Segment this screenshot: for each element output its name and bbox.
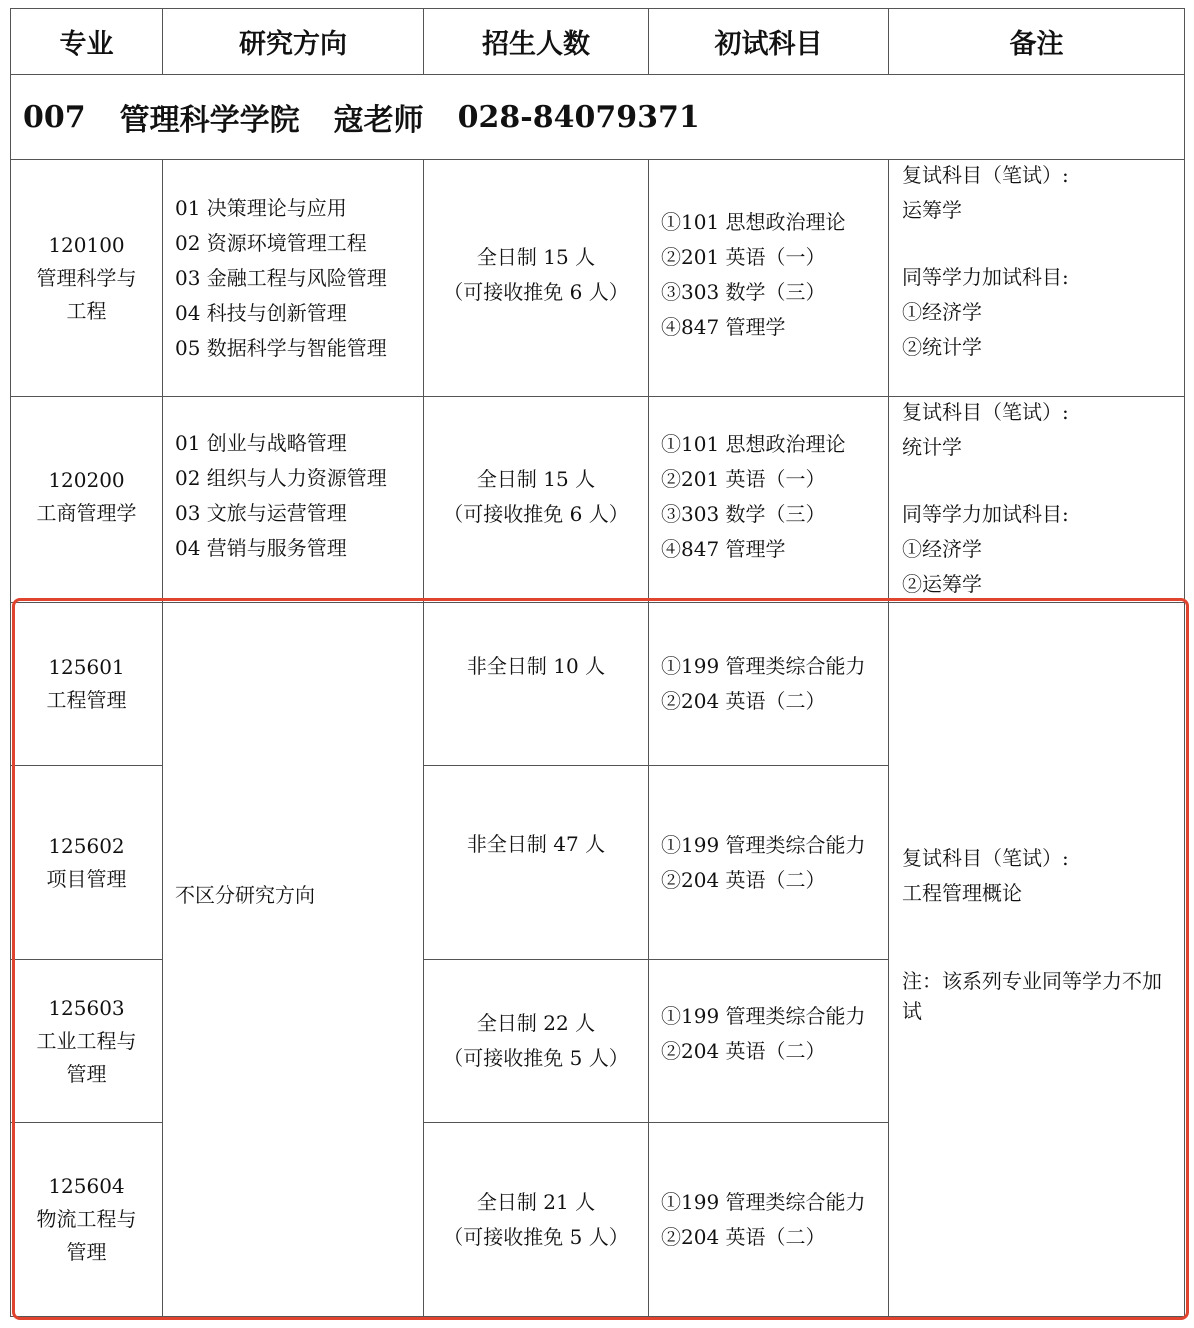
department-phone: 028-84079371 bbox=[457, 99, 700, 135]
department-name: 管理科学学院 bbox=[119, 103, 300, 138]
group-notes: 复试科目（笔试）: 工程管理概论 注：该系列专业同等学力不加 试 bbox=[902, 846, 1162, 1023]
subjects-120200: ①101 思想政治理论 ②201 英语（一） ③303 数学（三） ④847 管理学 bbox=[661, 432, 846, 561]
header-enrollment: 招生人数 bbox=[482, 29, 590, 60]
header-subjects: 初试科目 bbox=[714, 29, 823, 60]
subjects-125601: ①199 管理类综合能力 ②204 英语（二） bbox=[661, 654, 866, 713]
subjects-125603: ①199 管理类综合能力 ②204 英语（二） bbox=[661, 1004, 866, 1063]
major-125602: 125602 项目管理 bbox=[46, 833, 127, 891]
enrollment-120200: 全日制 15 人 （可接收推免 6 人） bbox=[443, 467, 629, 526]
directions-120100: 01 决策理论与应用 02 资源环境管理工程 03 金融工程与风险管理 04 科技与创新管理 05 数据科学与智能管理 bbox=[175, 195, 387, 360]
department-contact: 寇老师 bbox=[333, 103, 424, 138]
major-125603: 125603 工业工程与 管理 bbox=[36, 995, 137, 1086]
notes-120200: 复试科目（笔试）: 统计学 同等学力加试科目: ①经济学 ②运筹学 bbox=[902, 400, 1069, 596]
enrollment-125601: 非全日制 10 人 bbox=[466, 654, 606, 678]
header-notes: 备注 bbox=[1009, 29, 1064, 60]
enrollment-125603: 全日制 22 人 （可接收推免 5 人） bbox=[443, 1011, 629, 1070]
directions-120200: 01 创业与战略管理 02 组织与人力资源管理 03 文旅与运营管理 04 营销与服务管理 bbox=[175, 431, 387, 560]
major-125601: 125601 工程管理 bbox=[46, 655, 127, 712]
enrollment-125604: 全日制 21 人 （可接收推免 5 人） bbox=[443, 1189, 629, 1249]
subjects-125602: ①199 管理类综合能力 ②204 英语（二） bbox=[661, 832, 866, 892]
subjects-120100: ①101 思想政治理论 ②201 英语（一） ③303 数学（三） ④847 管理学 bbox=[661, 210, 846, 339]
notes-120100: 复试科目（笔试）: 运筹学 同等学力加试科目: ①经济学 ②统计学 bbox=[902, 163, 1069, 359]
header-direction: 研究方向 bbox=[239, 29, 347, 60]
department-code: 007 bbox=[23, 99, 86, 135]
major-120100: 120100 管理科学与 工程 bbox=[36, 232, 137, 323]
highlight-box bbox=[12, 598, 1189, 1320]
group-direction: 不区分研究方向 bbox=[175, 883, 315, 907]
enrollment-120100: 全日制 15 人 （可接收推免 6 人） bbox=[443, 245, 629, 304]
enrollment-125602: 非全日制 47 人 bbox=[466, 831, 606, 856]
header-major: 专业 bbox=[59, 29, 114, 60]
subjects-125604: ①199 管理类综合能力 ②204 英语（二） bbox=[661, 1189, 866, 1249]
major-125604: 125604 物流工程与 管理 bbox=[36, 1174, 137, 1264]
department-row bbox=[11, 75, 1184, 159]
major-120200: 120200 工商管理学 bbox=[36, 468, 137, 525]
